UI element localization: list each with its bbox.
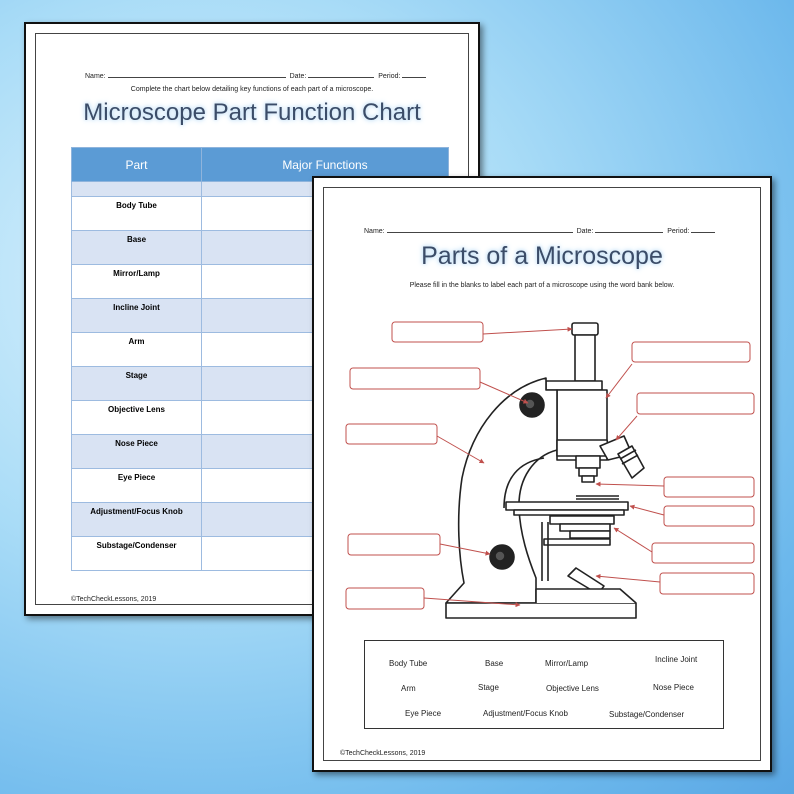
part-cell: Nose Piece xyxy=(72,435,202,469)
part-cell: Adjustment/Focus Knob xyxy=(72,503,202,537)
word-adjustment-focus-knob: Adjustment/Focus Knob xyxy=(483,709,568,718)
word-mirror-lamp: Mirror/Lamp xyxy=(545,659,589,668)
blank-box xyxy=(664,506,754,526)
part-cell: Mirror/Lamp xyxy=(72,265,202,299)
blank-box xyxy=(664,477,754,497)
copyright-footer: ©TechCheckLessons, 2019 xyxy=(71,596,157,603)
word-substage-condenser: Substage/Condenser xyxy=(609,710,685,719)
part-cell: Incline Joint xyxy=(72,299,202,333)
word-objective-lens: Objective Lens xyxy=(546,684,599,693)
date-label: Date: xyxy=(289,73,307,80)
blank-box xyxy=(348,534,440,555)
blank-box xyxy=(346,588,424,609)
word-arm: Arm xyxy=(401,684,416,693)
word-bank xyxy=(364,640,724,729)
blank-box xyxy=(632,342,750,362)
blank-box xyxy=(652,543,754,563)
word-stage: Stage xyxy=(478,683,499,692)
name-date-period-line xyxy=(85,70,428,80)
word-base: Base xyxy=(485,659,504,668)
microscope-label-worksheet xyxy=(312,176,772,772)
date-label: Date: xyxy=(576,228,594,235)
part-cell: Substage/Condenser xyxy=(72,537,202,571)
word-eye-piece: Eye Piece xyxy=(405,709,442,718)
part-cell: Body Tube xyxy=(72,197,202,231)
chart-title: Microscope Part Function Chart xyxy=(83,99,421,126)
blank-box xyxy=(350,368,480,389)
blank-box xyxy=(392,322,483,342)
blank-box xyxy=(637,393,754,414)
word-incline-joint: Incline Joint xyxy=(655,655,698,664)
part-cell: Base xyxy=(72,231,202,265)
header-part: Part xyxy=(72,148,202,182)
period-label: Period: xyxy=(667,228,690,235)
chart-instructions: Complete the chart below detailing key functions of each part of a microscope. xyxy=(130,86,374,93)
part-cell: Objective Lens xyxy=(72,401,202,435)
word-nose-piece: Nose Piece xyxy=(653,683,694,692)
blank-box xyxy=(660,573,754,594)
part-cell: Stage xyxy=(72,367,202,401)
blank-box xyxy=(346,424,437,444)
word-body-tube: Body Tube xyxy=(389,659,428,668)
part-cell: Arm xyxy=(72,333,202,367)
period-label: Period: xyxy=(378,73,401,80)
worksheet-instructions: Please fill in the blanks to label each part of a microscope using the word bank below. xyxy=(409,282,675,289)
part-cell: Eye Piece xyxy=(72,469,202,503)
copyright-footer: ©TechCheckLessons, 2019 xyxy=(340,750,426,757)
worksheet-title: Parts of a Microscope xyxy=(421,242,663,270)
header-major-functions: Major Functions xyxy=(202,148,449,182)
label-blanks xyxy=(346,322,754,609)
name-label: Name: xyxy=(364,228,385,235)
name-label: Name: xyxy=(85,73,106,80)
